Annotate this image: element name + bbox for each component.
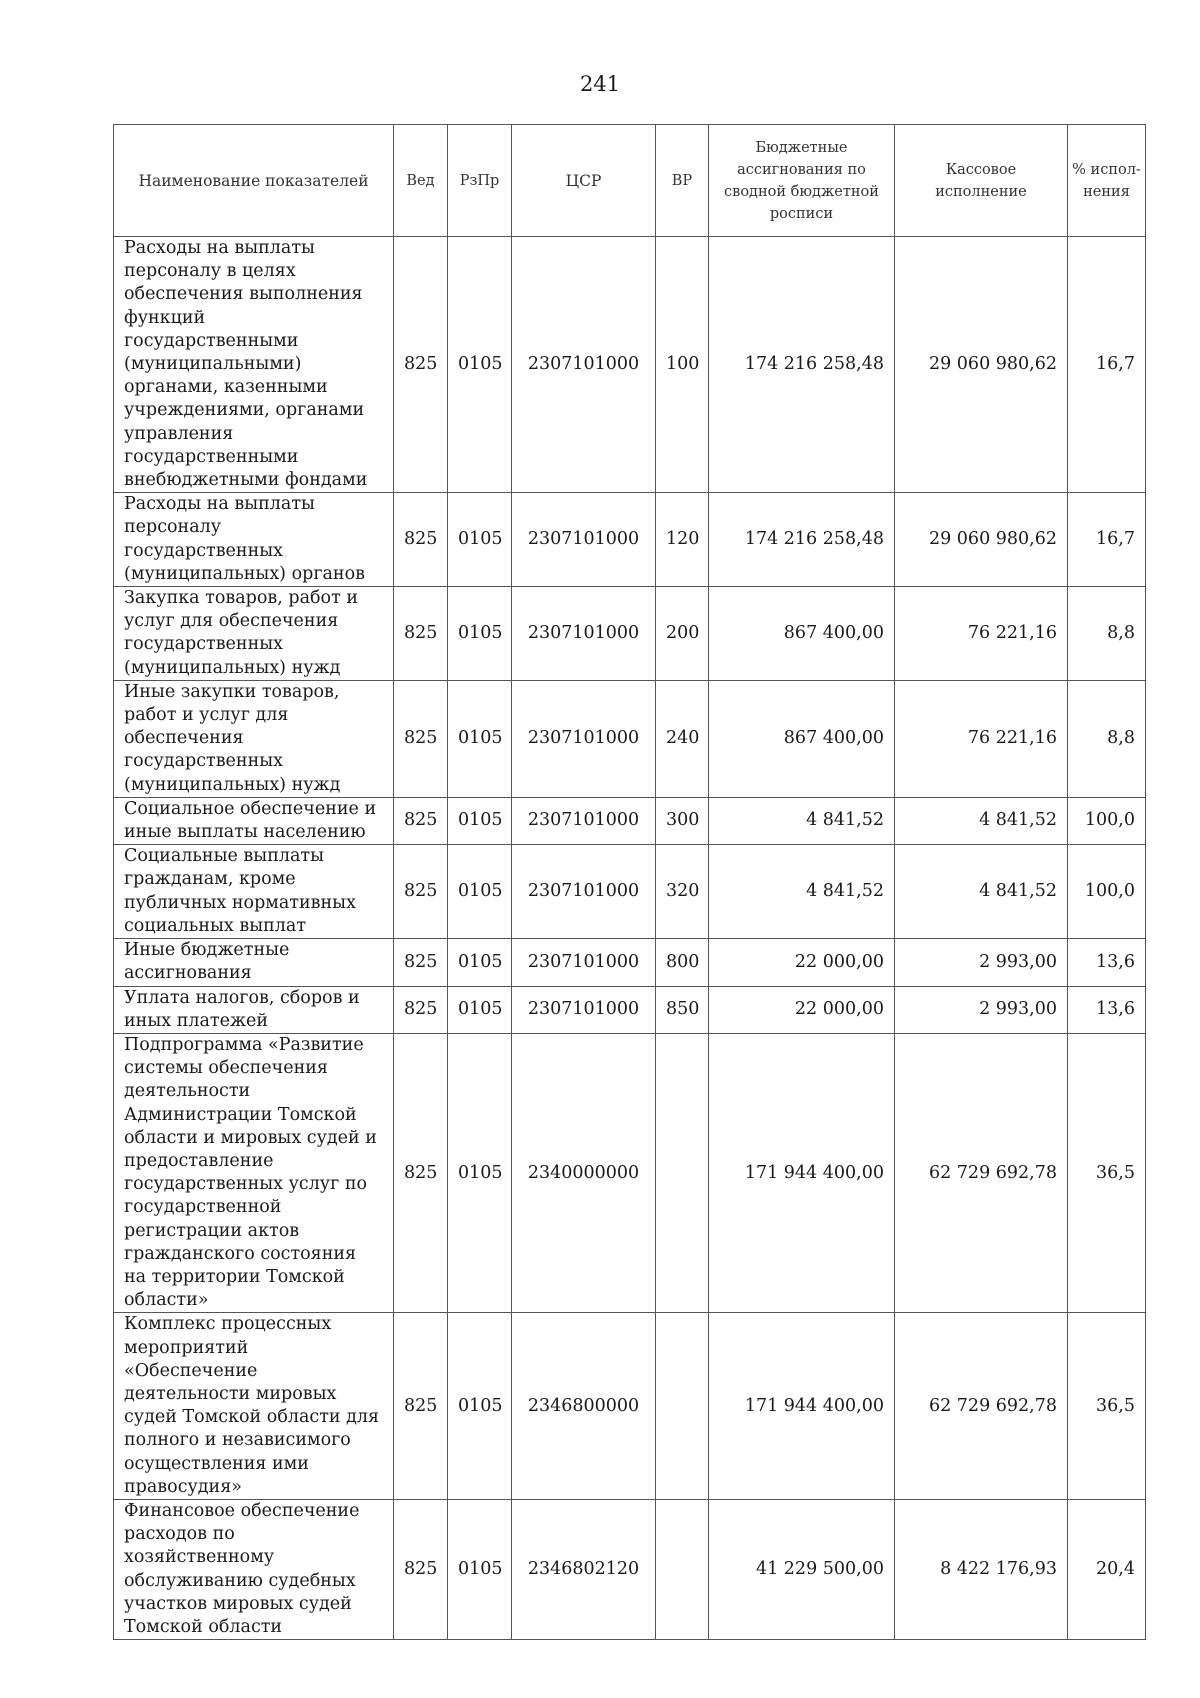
row-percent: 20,4 (1068, 1499, 1146, 1639)
row-csr: 2307101000 (512, 939, 656, 986)
table-row (114, 1499, 1146, 1639)
row-name: Финансовое обеспечение расходов по хозяйственному обслуживанию судебных участков мировых судей Томской области (114, 1499, 394, 1639)
row-csr: 2340000000 (512, 1033, 656, 1312)
row-csr: 2307101000 (512, 237, 656, 493)
row-percent: 100,0 (1068, 797, 1146, 844)
row-rzpr: 0105 (448, 939, 512, 986)
row-name: Социальные выплаты гражданам, кроме публичных нормативных социальных выплат (114, 845, 394, 939)
row-rzpr: 0105 (448, 1313, 512, 1500)
row-ved: 825 (394, 797, 448, 844)
row-rzpr: 0105 (448, 237, 512, 493)
row-percent: 13,6 (1068, 986, 1146, 1033)
budget-execution-table (113, 124, 1146, 1640)
row-ved: 825 (394, 493, 448, 587)
row-cash: 2 993,00 (895, 986, 1068, 1033)
row-ved: 825 (394, 237, 448, 493)
row-percent: 16,7 (1068, 493, 1146, 587)
row-percent: 16,7 (1068, 237, 1146, 493)
table-row (114, 797, 1146, 844)
row-assignments: 171 944 400,00 (709, 1033, 895, 1312)
row-vr: 240 (656, 680, 709, 797)
row-name: Расходы на выплаты персоналу в целях обеспечения выполнения функций государственными (муниципальными) органами, казенными учреждениями, органами управления государственными внебюджетными фондами (114, 237, 394, 493)
row-vr: 200 (656, 587, 709, 681)
row-percent: 8,8 (1068, 680, 1146, 797)
row-rzpr: 0105 (448, 493, 512, 587)
row-rzpr: 0105 (448, 1499, 512, 1639)
row-assignments: 174 216 258,48 (709, 493, 895, 587)
table-row (114, 493, 1146, 587)
row-name: Социальное обеспечение и иные выплаты населению (114, 797, 394, 844)
row-rzpr: 0105 (448, 845, 512, 939)
row-assignments: 41 229 500,00 (709, 1499, 895, 1639)
row-assignments: 174 216 258,48 (709, 237, 895, 493)
header-name: Наименование показателей (114, 125, 394, 237)
table-row (114, 939, 1146, 986)
row-cash: 76 221,16 (895, 587, 1068, 681)
row-vr: 320 (656, 845, 709, 939)
row-cash: 2 993,00 (895, 939, 1068, 986)
row-name: Иные бюджетные ассигнования (114, 939, 394, 986)
row-vr: 100 (656, 237, 709, 493)
row-name: Комплекс процессных мероприятий «Обеспечение деятельности мировых судей Томской области для полного и независимого осуществления ими правосудия» (114, 1313, 394, 1500)
row-cash: 76 221,16 (895, 680, 1068, 797)
header-cash-execution: Кассовое исполнение (895, 125, 1068, 237)
row-rzpr: 0105 (448, 1033, 512, 1312)
table-row (114, 845, 1146, 939)
row-assignments: 867 400,00 (709, 587, 895, 681)
row-csr: 2307101000 (512, 493, 656, 587)
row-csr: 2346802120 (512, 1499, 656, 1639)
header-ved: Вед (394, 125, 448, 237)
row-ved: 825 (394, 1313, 448, 1500)
table-row (114, 986, 1146, 1033)
row-assignments: 4 841,52 (709, 797, 895, 844)
row-ved: 825 (394, 939, 448, 986)
row-vr: 300 (656, 797, 709, 844)
row-rzpr: 0105 (448, 797, 512, 844)
row-name: Расходы на выплаты персоналу государственных (муниципальных) органов (114, 493, 394, 587)
header-percent-execution: % испол-нения (1068, 125, 1146, 237)
page-number: 241 (579, 72, 621, 96)
row-csr: 2307101000 (512, 845, 656, 939)
row-csr: 2346800000 (512, 1313, 656, 1500)
row-assignments: 22 000,00 (709, 939, 895, 986)
row-assignments: 4 841,52 (709, 845, 895, 939)
row-cash: 62 729 692,78 (895, 1033, 1068, 1312)
row-ved: 825 (394, 986, 448, 1033)
table-row (114, 1033, 1146, 1312)
row-vr: 850 (656, 986, 709, 1033)
row-vr (656, 1033, 709, 1312)
row-name: Закупка товаров, работ и услуг для обеспечения государственных (муниципальных) нужд (114, 587, 394, 681)
row-csr: 2307101000 (512, 986, 656, 1033)
header-assignments: Бюджетные ассигнования по сводной бюджетной росписи (709, 125, 895, 237)
row-ved: 825 (394, 680, 448, 797)
row-csr: 2307101000 (512, 797, 656, 844)
table-header-row (114, 125, 1146, 237)
header-csr: ЦСР (512, 125, 656, 237)
row-cash: 4 841,52 (895, 797, 1068, 844)
row-percent: 36,5 (1068, 1313, 1146, 1500)
row-cash: 29 060 980,62 (895, 237, 1068, 493)
row-vr (656, 1313, 709, 1500)
row-cash: 29 060 980,62 (895, 493, 1068, 587)
row-csr: 2307101000 (512, 587, 656, 681)
row-vr (656, 1499, 709, 1639)
row-percent: 8,8 (1068, 587, 1146, 681)
table-row (114, 1313, 1146, 1500)
table-row (114, 587, 1146, 681)
row-ved: 825 (394, 587, 448, 681)
row-assignments: 171 944 400,00 (709, 1313, 895, 1500)
row-ved: 825 (394, 845, 448, 939)
header-vr: ВР (656, 125, 709, 237)
row-cash: 4 841,52 (895, 845, 1068, 939)
row-rzpr: 0105 (448, 680, 512, 797)
row-assignments: 22 000,00 (709, 986, 895, 1033)
row-ved: 825 (394, 1033, 448, 1312)
row-csr: 2307101000 (512, 680, 656, 797)
row-assignments: 867 400,00 (709, 680, 895, 797)
row-cash: 8 422 176,93 (895, 1499, 1068, 1639)
row-cash: 62 729 692,78 (895, 1313, 1068, 1500)
table-row (114, 680, 1146, 797)
row-rzpr: 0105 (448, 986, 512, 1033)
row-rzpr: 0105 (448, 587, 512, 681)
row-percent: 100,0 (1068, 845, 1146, 939)
row-ved: 825 (394, 1499, 448, 1639)
row-name: Уплата налогов, сборов и иных платежей (114, 986, 394, 1033)
row-vr: 120 (656, 493, 709, 587)
row-vr: 800 (656, 939, 709, 986)
row-percent: 13,6 (1068, 939, 1146, 986)
table-row (114, 237, 1146, 493)
header-rzpr: РзПр (448, 125, 512, 237)
row-name: Подпрограмма «Развитие системы обеспечения деятельности Администрации Томской области и мировых судей и предоставление государственных услуг по государственной регистрации актов гражданского состояния на территории Томской области» (114, 1033, 394, 1312)
row-percent: 36,5 (1068, 1033, 1146, 1312)
row-name: Иные закупки товаров, работ и услуг для обеспечения государственных (муниципальных) нужд (114, 680, 394, 797)
